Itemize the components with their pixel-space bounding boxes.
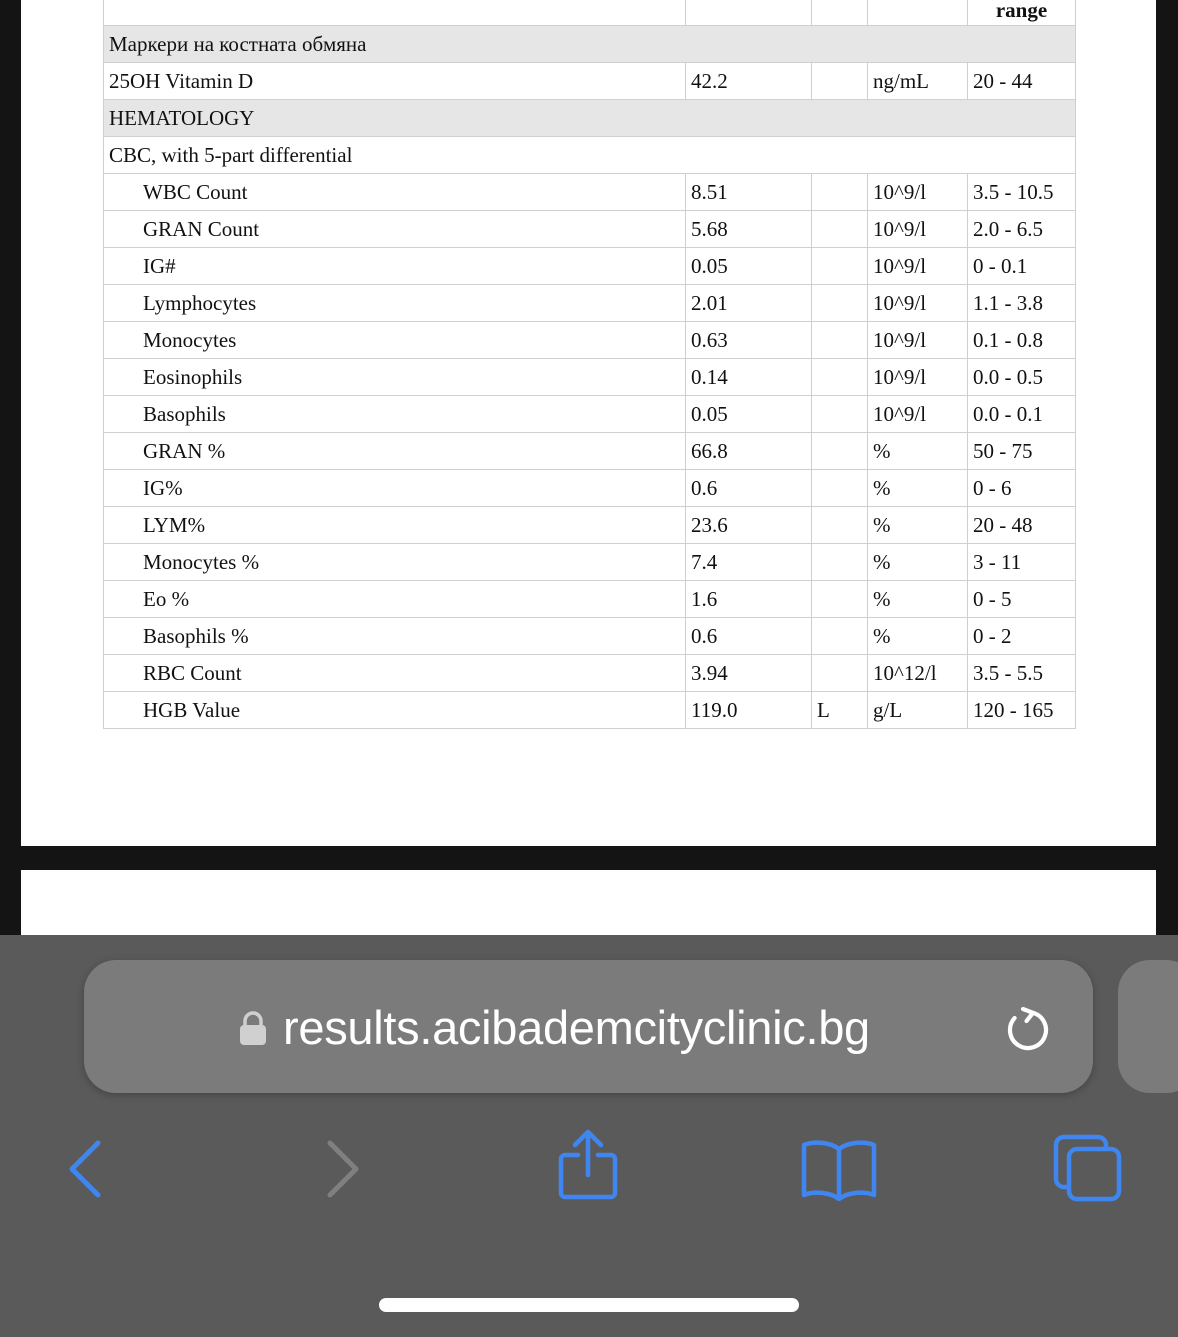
result-cell: 0.6 xyxy=(686,470,812,507)
result-cell: 0.05 xyxy=(686,248,812,285)
reference-range-cell: 2.0 - 6.5 xyxy=(968,211,1076,248)
table-row xyxy=(104,433,1076,470)
unit-cell: % xyxy=(868,581,968,618)
section-title: HEMATOLOGY xyxy=(104,100,1076,137)
test-name-cell: Eosinophils xyxy=(104,359,686,396)
test-name-cell: Eo % xyxy=(104,581,686,618)
test-name-cell: WBC Count xyxy=(104,174,686,211)
unit-cell: 10^9/l xyxy=(868,285,968,322)
header-cell-test xyxy=(104,0,686,26)
share-icon[interactable] xyxy=(556,1129,620,1201)
result-cell: 0.05 xyxy=(686,396,812,433)
result-cell: 8.51 xyxy=(686,174,812,211)
unit-cell: 10^9/l xyxy=(868,211,968,248)
result-cell: 1.6 xyxy=(686,581,812,618)
result-cell: 0.6 xyxy=(686,618,812,655)
table-row xyxy=(104,692,1076,729)
flag-cell xyxy=(812,470,868,507)
flag-cell xyxy=(812,285,868,322)
lab-results-table xyxy=(103,0,1076,729)
flag-cell xyxy=(812,174,868,211)
table-row xyxy=(104,211,1076,248)
flag-cell xyxy=(812,63,868,100)
tabs-icon[interactable] xyxy=(1052,1133,1124,1203)
unit-cell: 10^9/l xyxy=(868,359,968,396)
reference-range-cell: 0 - 2 xyxy=(968,618,1076,655)
address-bar[interactable] xyxy=(84,960,1093,1093)
flag-cell xyxy=(812,507,868,544)
reference-range-cell: 0.0 - 0.5 xyxy=(968,359,1076,396)
subsection-title: CBC, with 5-part differential xyxy=(104,137,1076,174)
reference-range-cell: 0 - 5 xyxy=(968,581,1076,618)
unit-cell: 10^9/l xyxy=(868,248,968,285)
reference-range-cell: 1.1 - 3.8 xyxy=(968,285,1076,322)
result-cell: 119.0 xyxy=(686,692,812,729)
back-chevron-icon[interactable] xyxy=(66,1139,106,1199)
reload-icon[interactable] xyxy=(1002,1004,1054,1056)
section-header-row xyxy=(104,100,1076,137)
table-row xyxy=(104,174,1076,211)
result-cell: 42.2 xyxy=(686,63,812,100)
flag-cell xyxy=(812,322,868,359)
table-row xyxy=(104,507,1076,544)
flag-cell xyxy=(812,581,868,618)
unit-cell: % xyxy=(868,544,968,581)
url-text[interactable]: results.acibademcityclinic.bg xyxy=(283,1001,870,1054)
result-cell: 23.6 xyxy=(686,507,812,544)
result-cell: 5.68 xyxy=(686,211,812,248)
next-tab-preview[interactable] xyxy=(1118,960,1178,1093)
table-row xyxy=(104,63,1076,100)
table-row xyxy=(104,359,1076,396)
reference-range-cell: 0 - 6 xyxy=(968,470,1076,507)
test-name-cell: 25OH Vitamin D xyxy=(104,63,686,100)
test-name-cell: RBC Count xyxy=(104,655,686,692)
test-name-cell: IG# xyxy=(104,248,686,285)
result-cell: 0.14 xyxy=(686,359,812,396)
table-row xyxy=(104,618,1076,655)
flag-cell xyxy=(812,396,868,433)
flag-cell xyxy=(812,544,868,581)
table-row xyxy=(104,655,1076,692)
unit-cell: 10^12/l xyxy=(868,655,968,692)
flag-cell xyxy=(812,359,868,396)
reference-range-cell: 20 - 44 xyxy=(968,63,1076,100)
test-name-cell: HGB Value xyxy=(104,692,686,729)
reference-range-cell: 20 - 48 xyxy=(968,507,1076,544)
table-row xyxy=(104,396,1076,433)
flag-cell: L xyxy=(812,692,868,729)
result-cell: 2.01 xyxy=(686,285,812,322)
unit-cell: % xyxy=(868,433,968,470)
forward-chevron-icon[interactable] xyxy=(322,1139,362,1199)
flag-cell xyxy=(812,433,868,470)
flag-cell xyxy=(812,618,868,655)
test-name-cell: Monocytes % xyxy=(104,544,686,581)
unit-cell: 10^9/l xyxy=(868,322,968,359)
header-cell-range: range xyxy=(968,0,1076,26)
test-name-cell: GRAN % xyxy=(104,433,686,470)
table-row xyxy=(104,285,1076,322)
table-row xyxy=(104,248,1076,285)
pdf-page xyxy=(21,0,1156,846)
unit-cell: % xyxy=(868,507,968,544)
reference-range-cell: 3 - 11 xyxy=(968,544,1076,581)
subsection-header-row xyxy=(104,137,1076,174)
unit-cell: 10^9/l xyxy=(868,396,968,433)
test-name-cell: IG% xyxy=(104,470,686,507)
reference-range-cell: 0.1 - 0.8 xyxy=(968,322,1076,359)
table-row xyxy=(104,470,1076,507)
reference-range-cell: 0 - 0.1 xyxy=(968,248,1076,285)
reference-range-cell: 120 - 165 xyxy=(968,692,1076,729)
unit-cell: g/L xyxy=(868,692,968,729)
result-cell: 3.94 xyxy=(686,655,812,692)
reference-range-cell: 3.5 - 5.5 xyxy=(968,655,1076,692)
reference-range-cell: 0.0 - 0.1 xyxy=(968,396,1076,433)
table-row xyxy=(104,322,1076,359)
header-cell-flag xyxy=(812,0,868,26)
flag-cell xyxy=(812,211,868,248)
result-cell: 0.63 xyxy=(686,322,812,359)
test-name-cell: LYM% xyxy=(104,507,686,544)
test-name-cell: Basophils xyxy=(104,396,686,433)
home-indicator[interactable] xyxy=(379,1298,799,1312)
reference-range-cell: 3.5 - 10.5 xyxy=(968,174,1076,211)
test-name-cell: Lymphocytes xyxy=(104,285,686,322)
bookmarks-book-icon[interactable] xyxy=(800,1137,878,1201)
unit-cell: % xyxy=(868,618,968,655)
result-cell: 7.4 xyxy=(686,544,812,581)
section-header-row xyxy=(104,26,1076,63)
section-title: Маркери на костната обмяна xyxy=(104,26,1076,63)
unit-cell: ng/mL xyxy=(868,63,968,100)
test-name-cell: GRAN Count xyxy=(104,211,686,248)
reference-range-cell: 50 - 75 xyxy=(968,433,1076,470)
flag-cell xyxy=(812,248,868,285)
table-header-row xyxy=(104,0,1076,26)
flag-cell xyxy=(812,655,868,692)
unit-cell: % xyxy=(868,470,968,507)
safari-bottom-toolbar xyxy=(0,935,1178,1337)
header-cell-result xyxy=(686,0,812,26)
test-name-cell: Monocytes xyxy=(104,322,686,359)
table-row xyxy=(104,544,1076,581)
test-name-cell: Basophils % xyxy=(104,618,686,655)
unit-cell: 10^9/l xyxy=(868,174,968,211)
lock-icon xyxy=(238,1010,268,1046)
header-cell-unit xyxy=(868,0,968,26)
result-cell: 66.8 xyxy=(686,433,812,470)
table-row xyxy=(104,581,1076,618)
